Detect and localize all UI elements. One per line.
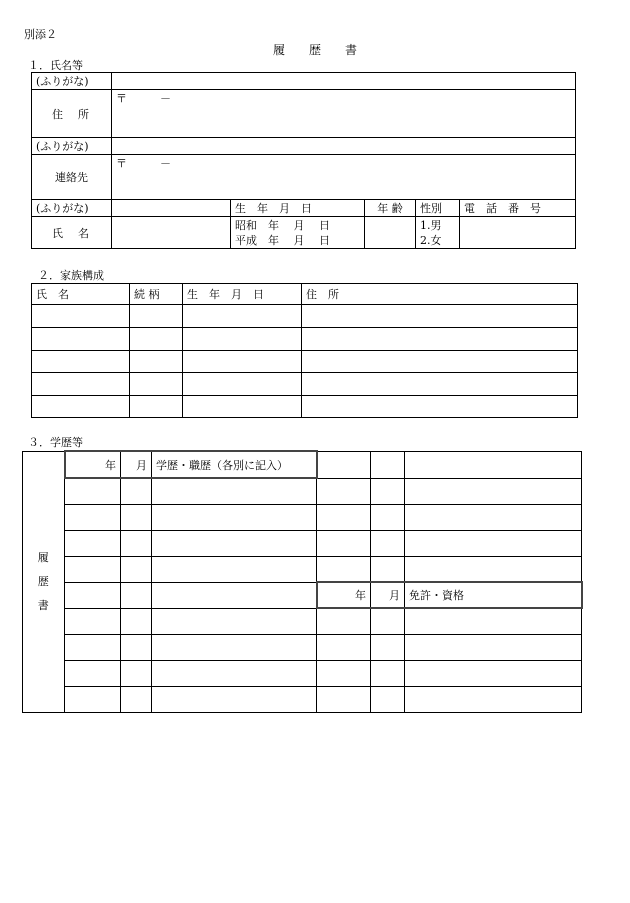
table-row — [23, 478, 582, 504]
license-month-cell[interactable] — [371, 686, 405, 712]
name-label: 氏 名 — [32, 217, 112, 249]
license-year-cell[interactable] — [317, 451, 371, 478]
edu-month-cell[interactable] — [121, 504, 152, 530]
contact-furigana-field[interactable] — [112, 138, 576, 155]
table-row — [32, 351, 578, 373]
side-char: 歴 — [37, 574, 49, 588]
license-month-header: 月 — [371, 582, 405, 608]
license-month-cell[interactable] — [371, 478, 405, 504]
license-year-cell[interactable] — [317, 660, 371, 686]
edu-year-header: 年 — [65, 451, 121, 478]
family-birthdate-cell[interactable] — [183, 351, 302, 373]
era-heisei: 平成 年 月 日 — [235, 233, 330, 247]
name-field[interactable] — [112, 217, 231, 249]
gender-male: 1.男 — [420, 218, 442, 232]
license-year-cell[interactable] — [317, 608, 371, 634]
family-birthdate-cell[interactable] — [183, 373, 302, 396]
license-month-cell[interactable] — [371, 608, 405, 634]
license-detail-cell[interactable] — [405, 451, 582, 478]
edu-month-cell[interactable] — [121, 660, 152, 686]
license-month-cell[interactable] — [371, 556, 405, 582]
license-year-cell[interactable] — [317, 634, 371, 660]
table-row — [32, 305, 578, 328]
age-field[interactable] — [365, 217, 416, 249]
edu-month-cell[interactable] — [121, 582, 152, 608]
license-detail-cell[interactable] — [405, 504, 582, 530]
license-detail-cell[interactable] — [405, 660, 582, 686]
family-relation-cell[interactable] — [130, 396, 183, 418]
family-birthdate-cell[interactable] — [183, 305, 302, 328]
family-relation-cell[interactable] — [130, 328, 183, 351]
family-relation-cell[interactable] — [130, 351, 183, 373]
gender-header: 性別 — [416, 200, 460, 217]
license-year-cell[interactable] — [317, 504, 371, 530]
edu-year-cell[interactable] — [65, 660, 121, 686]
personal-info-table — [31, 72, 576, 249]
birthdate-field[interactable] — [231, 217, 365, 249]
section3-heading: ３．学歴等 — [28, 436, 83, 449]
side-char: 履 — [37, 550, 49, 564]
birthdate-header: 生 年 月 日 — [231, 200, 365, 217]
family-address-header: 住 所 — [302, 284, 578, 305]
table-row — [32, 396, 578, 418]
table-row — [32, 373, 578, 396]
page-title: 履 歴 書 — [272, 43, 357, 57]
postal-mark: 〒 － — [116, 157, 171, 170]
family-relation-header: 続 柄 — [130, 284, 183, 305]
license-header: 免許・資格 — [405, 582, 582, 608]
edu-year-cell[interactable] — [65, 582, 121, 608]
gender-field[interactable] — [416, 217, 460, 249]
family-name-cell[interactable] — [32, 396, 130, 418]
license-detail-cell[interactable] — [405, 478, 582, 504]
family-name-cell[interactable] — [32, 328, 130, 351]
address-label: 住 所 — [32, 90, 112, 138]
side-char: 書 — [37, 598, 49, 612]
family-address-cell[interactable] — [302, 373, 578, 396]
contact-label: 連絡先 — [32, 155, 112, 200]
family-name-header: 氏 名 — [32, 284, 130, 305]
family-address-cell[interactable] — [302, 305, 578, 328]
education-header: 学歴・職歴（各別に記入） — [152, 451, 317, 478]
license-month-cell[interactable] — [371, 660, 405, 686]
edu-detail-cell[interactable] — [152, 634, 317, 660]
family-name-cell[interactable] — [32, 373, 130, 396]
age-header: 年 齢 — [365, 200, 416, 217]
license-year-header: 年 — [317, 582, 371, 608]
license-detail-cell[interactable] — [405, 634, 582, 660]
license-detail-cell[interactable] — [405, 608, 582, 634]
history-table — [22, 450, 583, 713]
table-row — [23, 660, 582, 686]
family-name-cell[interactable] — [32, 351, 130, 373]
edu-year-cell[interactable] — [65, 556, 121, 582]
furigana-label: (ふりがな) — [32, 200, 112, 217]
edu-detail-cell[interactable] — [152, 608, 317, 634]
edu-month-cell[interactable] — [121, 556, 152, 582]
edu-detail-cell[interactable] — [152, 582, 317, 608]
history-side-label — [23, 451, 65, 712]
edu-detail-cell[interactable] — [152, 504, 317, 530]
table-row — [23, 556, 582, 582]
license-month-cell[interactable] — [371, 530, 405, 556]
edu-year-cell[interactable] — [65, 634, 121, 660]
gender-female: 2.女 — [420, 233, 442, 247]
section1-heading: １．氏名等 — [28, 59, 83, 72]
family-birthdate-cell[interactable] — [183, 328, 302, 351]
edu-detail-cell[interactable] — [152, 530, 317, 556]
license-month-cell[interactable] — [371, 634, 405, 660]
edu-month-cell[interactable] — [121, 634, 152, 660]
family-address-cell[interactable] — [302, 351, 578, 373]
edu-month-cell[interactable] — [121, 530, 152, 556]
license-year-cell[interactable] — [317, 686, 371, 712]
family-relation-cell[interactable] — [130, 305, 183, 328]
family-relation-cell[interactable] — [130, 373, 183, 396]
table-row — [23, 504, 582, 530]
edu-detail-cell[interactable] — [152, 686, 317, 712]
license-year-cell[interactable] — [317, 556, 371, 582]
edu-detail-cell[interactable] — [152, 478, 317, 504]
table-row — [23, 608, 582, 634]
table-row — [23, 582, 582, 608]
license-detail-cell[interactable] — [405, 530, 582, 556]
edu-year-cell[interactable] — [65, 530, 121, 556]
license-year-cell[interactable] — [317, 478, 371, 504]
table-row — [32, 328, 578, 351]
edu-detail-cell[interactable] — [152, 660, 317, 686]
family-address-cell[interactable] — [302, 328, 578, 351]
edu-year-cell[interactable] — [65, 504, 121, 530]
address-furigana-field[interactable] — [112, 73, 576, 90]
phone-header: 電 話 番 号 — [460, 200, 576, 217]
family-address-cell[interactable] — [302, 396, 578, 418]
edu-detail-cell[interactable] — [152, 556, 317, 582]
family-birthdate-header: 生 年 月 日 — [183, 284, 302, 305]
era-showa: 昭和 年 月 日 — [235, 218, 330, 232]
table-row — [23, 634, 582, 660]
attachment-label: 別添２ — [24, 28, 57, 41]
contact-field[interactable] — [112, 155, 576, 200]
license-year-cell[interactable] — [317, 530, 371, 556]
postal-mark: 〒 － — [116, 92, 171, 105]
license-detail-cell[interactable] — [405, 556, 582, 582]
license-detail-cell[interactable] — [405, 686, 582, 712]
edu-year-cell[interactable] — [65, 478, 121, 504]
edu-month-cell[interactable] — [121, 478, 152, 504]
edu-year-cell[interactable] — [65, 686, 121, 712]
furigana-label: (ふりがな) — [32, 73, 112, 90]
edu-year-cell[interactable] — [65, 608, 121, 634]
name-furigana-field[interactable] — [112, 200, 231, 217]
family-birthdate-cell[interactable] — [183, 396, 302, 418]
table-row — [23, 686, 582, 712]
section2-heading: ２．家族構成 — [38, 269, 104, 282]
license-month-cell[interactable] — [371, 504, 405, 530]
address-field[interactable] — [112, 90, 576, 138]
family-table — [31, 283, 578, 418]
edu-month-cell[interactable] — [121, 686, 152, 712]
family-name-cell[interactable] — [32, 305, 130, 328]
edu-month-header: 月 — [121, 451, 152, 478]
table-row — [23, 530, 582, 556]
phone-field[interactable] — [460, 217, 576, 249]
furigana-label: (ふりがな) — [32, 138, 112, 155]
license-month-cell[interactable] — [371, 451, 405, 478]
edu-month-cell[interactable] — [121, 608, 152, 634]
